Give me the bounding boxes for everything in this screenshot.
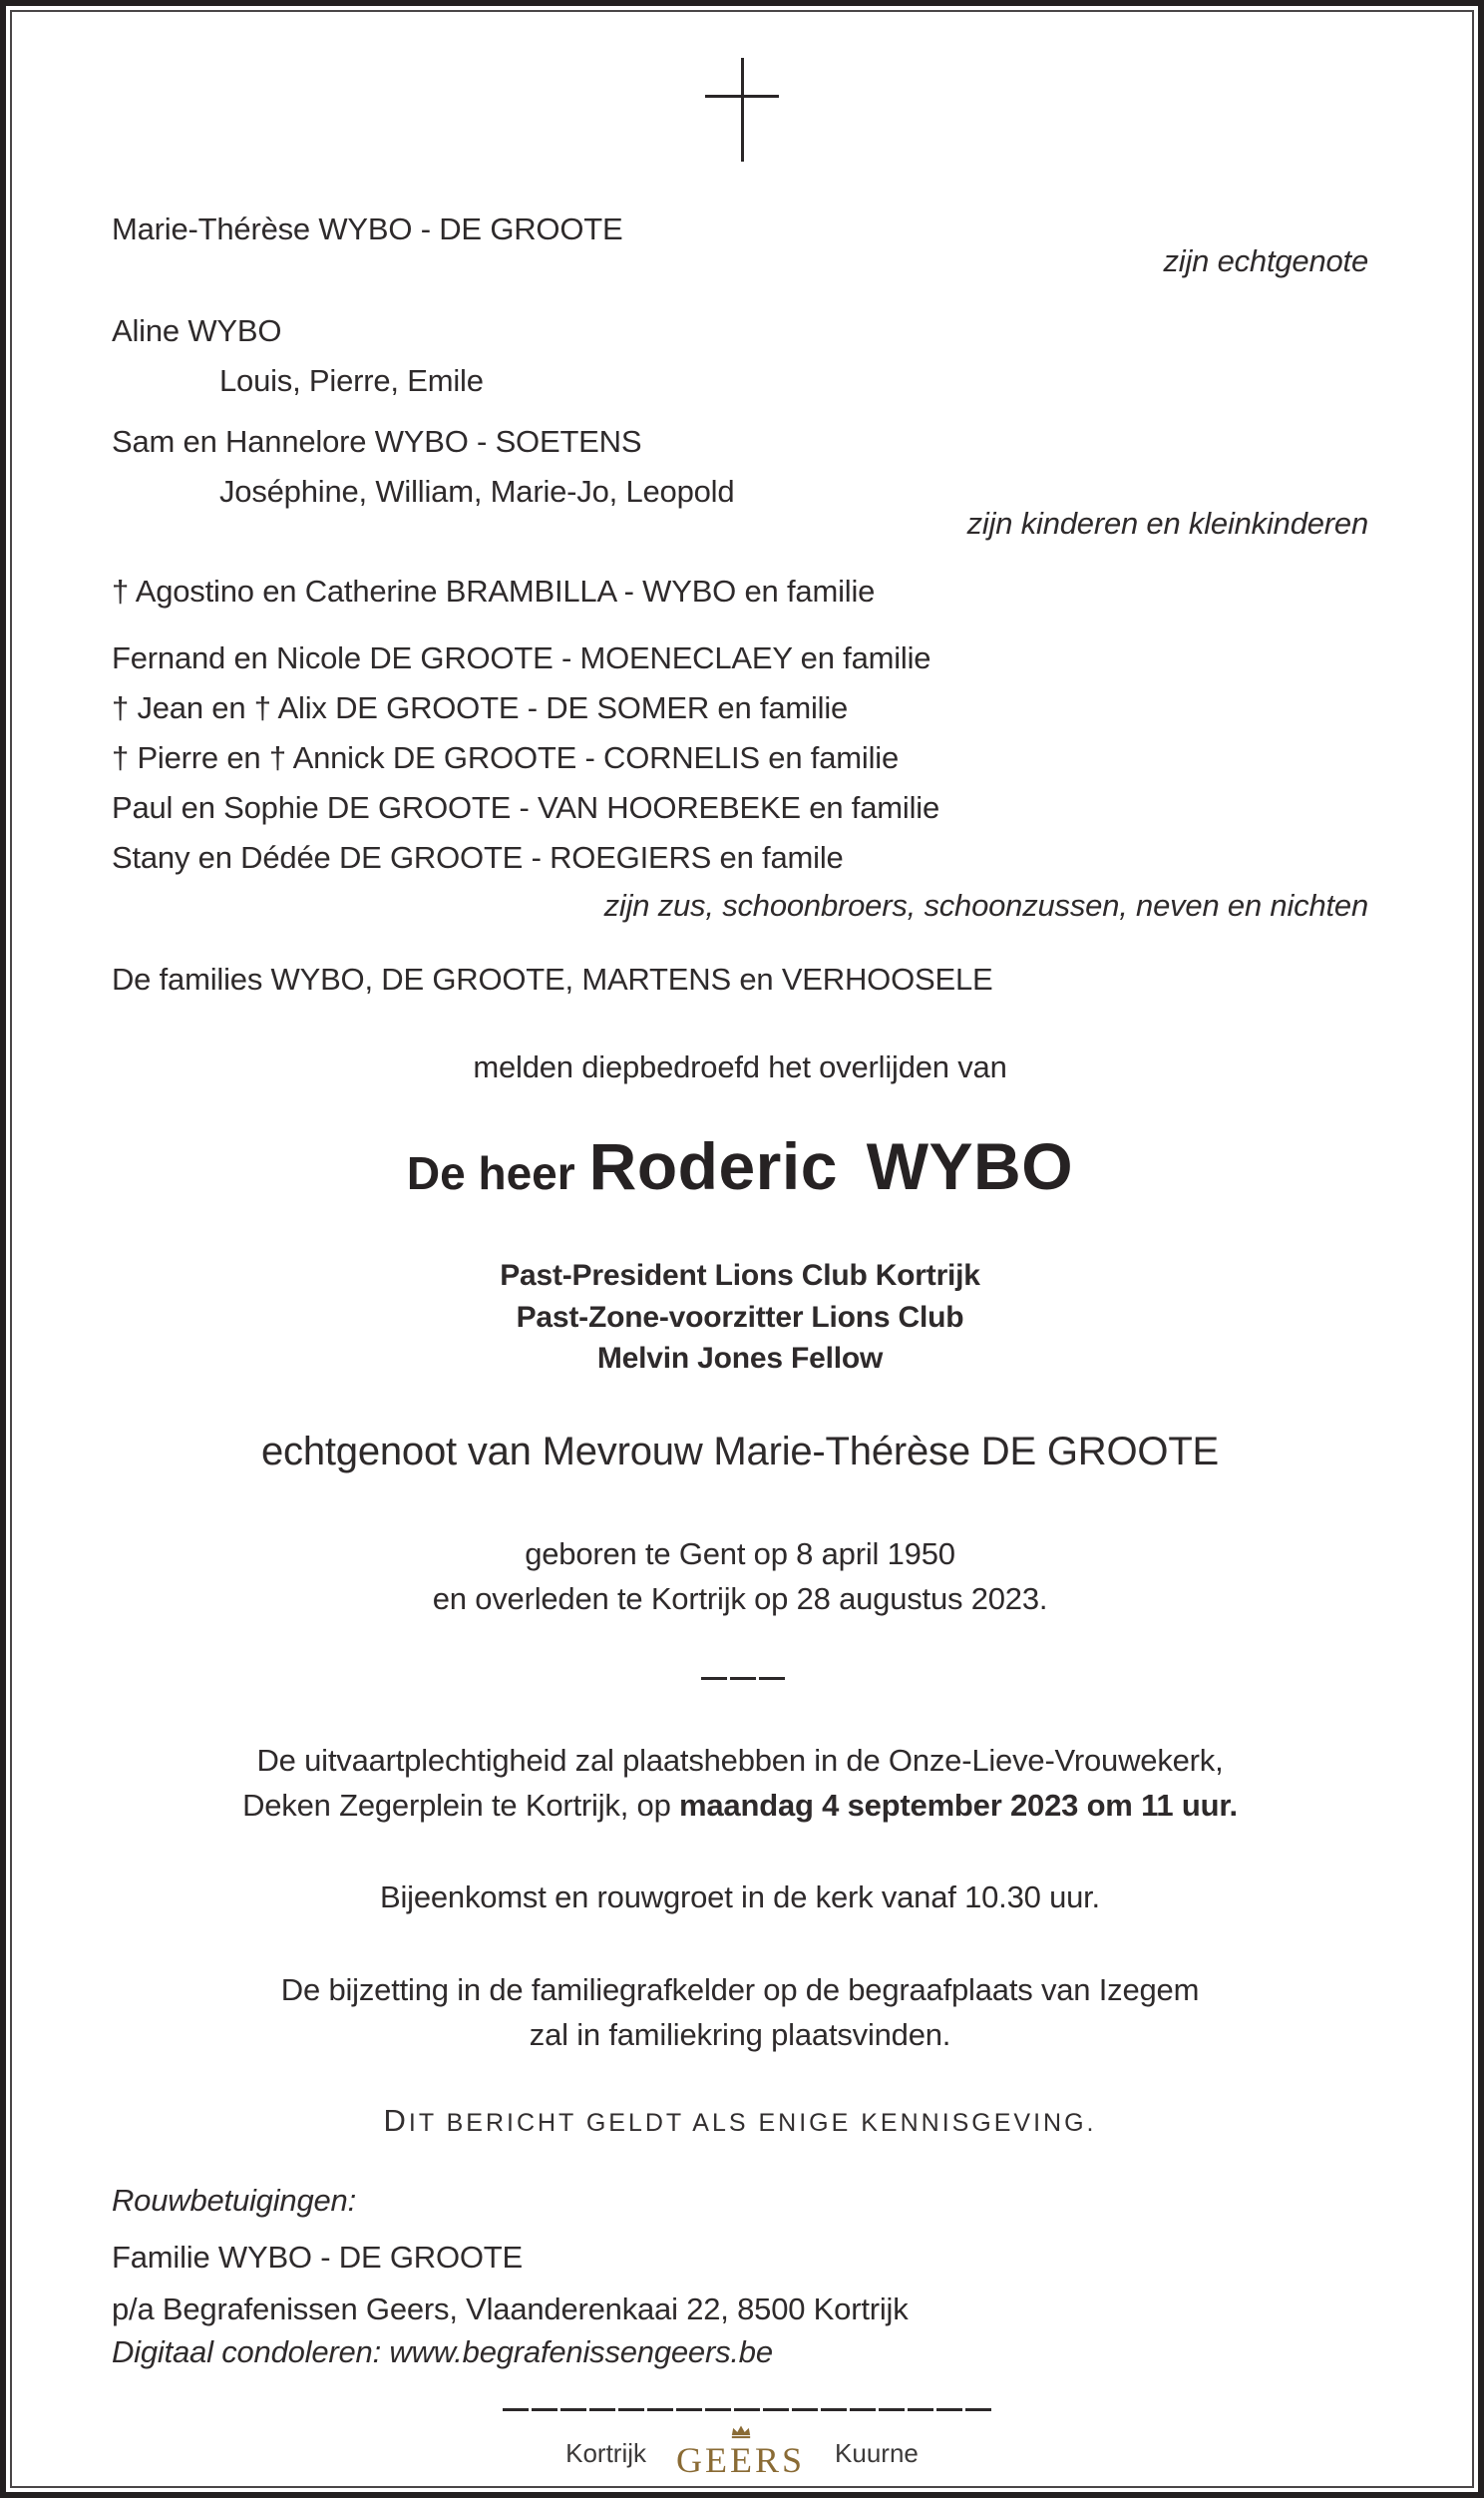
service-location-line: De uitvaartplechtigheid zal plaatshebben in de Onze-Lieve-Vrouwekerk, xyxy=(256,1743,1224,1778)
notice-line xyxy=(112,2103,1368,2139)
spouse-of-line: echtgenoot van Mevrouw Marie-Thérèse DE GROOTE xyxy=(260,1430,1220,1473)
funeral-home-footer xyxy=(0,2428,1484,2478)
footer-city-right: Kuurne xyxy=(835,2437,919,2468)
child-line: Sam en Hannelore WYBO - SOETENS xyxy=(112,424,642,459)
children-relation-label: zijn kinderen en kleinkinderen xyxy=(966,506,1368,541)
crown-icon xyxy=(730,2424,752,2439)
service-datetime-bold: maandag 4 september 2023 om 11 uur. xyxy=(679,1788,1238,1823)
spouse-name-line: Marie-Thérèse WYBO - DE GROOTE xyxy=(112,211,623,246)
condolences-family-line: Familie WYBO - DE GROOTE xyxy=(112,2240,524,2275)
honor-line: Past-Zone-voorzitter Lions Club xyxy=(516,1301,964,1334)
sibling-line: Fernand en Nicole DE GROOTE - MOENECLAEY en familie xyxy=(112,640,931,675)
families-line: De families WYBO, DE GROOTE, MARTENS en VERHOOSELE xyxy=(112,962,993,997)
section-divider xyxy=(701,1677,786,1680)
footer-city-left: Kortrijk xyxy=(565,2437,647,2468)
siblings-relation-label: zijn zus, schoonbroers, schoonzussen, neven en nichten xyxy=(603,888,1368,923)
digital-condolences-line: Digitaal condoleren: www.begrafenissengeers.be xyxy=(112,2334,773,2369)
burial-line: zal in familiekring plaatsvinden. xyxy=(529,2017,951,2052)
sibling-line: † Pierre en † Annick DE GROOTE - CORNELIS en familie xyxy=(112,740,899,775)
honor-line: Past-President Lions Club Kortrijk xyxy=(500,1259,980,1292)
notice-initial: D xyxy=(383,2103,409,2138)
deceased-title-prefix: De heer xyxy=(406,1147,575,1199)
spouse-relation-label: zijn echtgenote xyxy=(1163,243,1368,278)
condolences-label: Rouwbetuigingen: xyxy=(112,2183,356,2218)
deceased-name: Roderic WYBO xyxy=(588,1129,1074,1203)
funeral-home-logo xyxy=(676,2428,805,2478)
died-line: en overleden te Kortrijk op 28 augustus 2023. xyxy=(432,1581,1048,1616)
sibling-line: † Jean en † Alix DE GROOTE - DE SOMER en familie xyxy=(112,690,849,725)
burial-line: De bijzetting in de familiegrafkelder op de begraafplaats van Izegem xyxy=(280,1972,1200,2007)
cross-icon-horizontal xyxy=(705,95,779,98)
gathering-line: Bijeenkomst en rouwgroet in de kerk vanaf 10.30 uur. xyxy=(380,1879,1100,1914)
sibling-line: Paul en Sophie DE GROOTE - VAN HOOREBEKE en familie xyxy=(112,790,939,825)
service-datetime-line xyxy=(112,1788,1368,1824)
cross-icon-vertical xyxy=(741,58,744,162)
grandchildren-line: Louis, Pierre, Emile xyxy=(219,363,484,398)
deceased-title xyxy=(112,1129,1368,1203)
notice-rest: IT BERICHT GELDT ALS ENIGE KENNISGEVING. xyxy=(408,2109,1097,2137)
grandchildren-line: Joséphine, William, Marie-Jo, Leopold xyxy=(219,474,735,509)
service-datetime-regular: Deken Zegerplein te Kortrijk, op xyxy=(242,1788,680,1823)
sibling-line: † Agostino en Catherine BRAMBILLA - WYBO en familie xyxy=(112,574,876,609)
announcement-intro: melden diepbedroefd het overlijden van xyxy=(473,1049,1007,1084)
footer-divider xyxy=(503,2408,991,2411)
honor-line: Melvin Jones Fellow xyxy=(596,1342,884,1375)
child-line: Aline WYBO xyxy=(112,313,282,348)
sibling-line: Stany en Dédée DE GROOTE - ROEGIERS en famile xyxy=(112,840,844,875)
funeral-home-name: GEERS xyxy=(676,2440,806,2480)
born-line: geboren te Gent op 8 april 1950 xyxy=(525,1536,955,1571)
condolences-address-line: p/a Begrafenissen Geers, Vlaanderenkaai 22, 8500 Kortrijk xyxy=(112,2291,909,2326)
